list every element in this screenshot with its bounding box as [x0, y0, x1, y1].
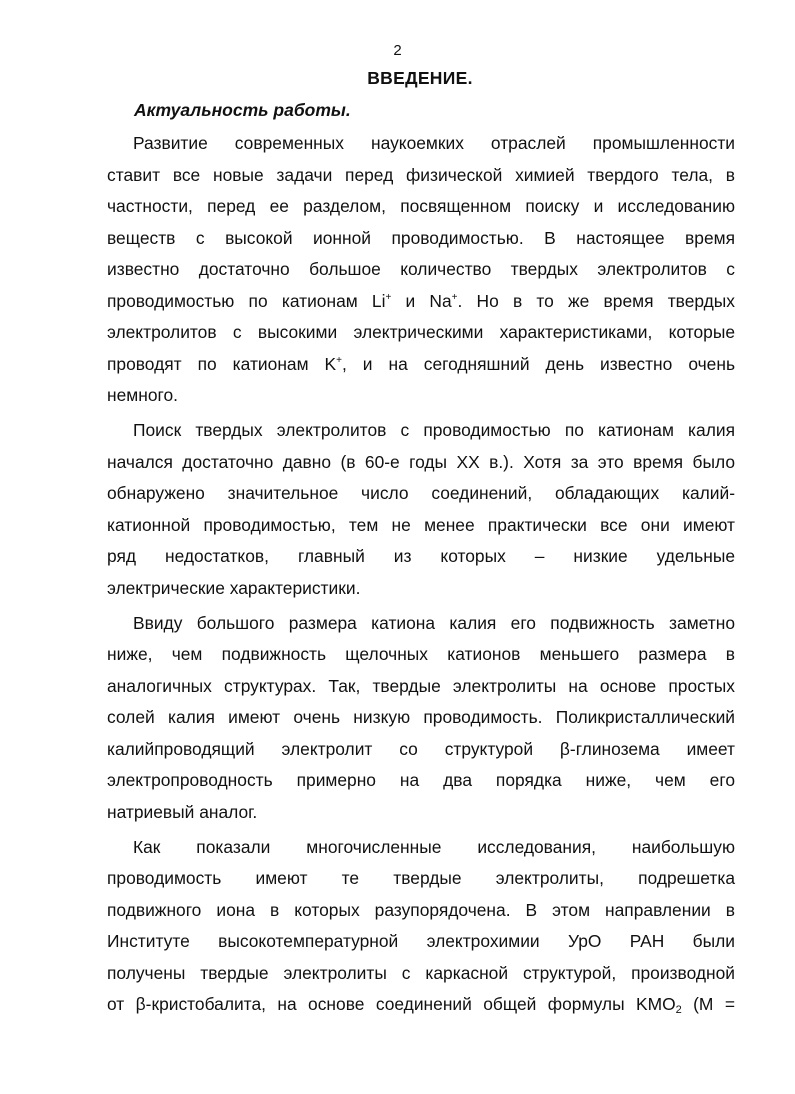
text-line: электропроводность примерно на два порядка ниже, чем его: [107, 770, 735, 790]
text-line: Как показали многочисленные исследования, наибольшую: [133, 836, 735, 857]
text-line: обнаружено значительное число соединений, обладающих калий-: [107, 483, 735, 503]
text-line: катионной проводимостью, тем не менее практически все они имеют: [107, 514, 735, 535]
text-fragment: и Na: [391, 290, 452, 311]
text-fragment: проводят по катионам K: [107, 353, 337, 374]
paragraph-2: [107, 415, 735, 604]
text-fragment: проводимостью по катионам Li: [107, 290, 386, 311]
body-text: [107, 128, 735, 1024]
text-line: солей калия имеют очень низкую проводимость. Поликристаллический: [107, 707, 735, 727]
paragraph-3: [107, 608, 735, 829]
text-line: Развитие современных наукоемких отраслей промышленности: [133, 133, 735, 153]
page-number: 2: [393, 42, 402, 59]
section-subtitle: Актуальность работы.: [134, 100, 351, 120]
text-line: подвижного иона в которых разупорядочена. В этом направлении в: [107, 899, 735, 920]
text-line: калийпроводящий электролит со структурой β-глинозема имеет: [107, 738, 735, 759]
text-line: ставит все новые задачи перед физической химией твердого тела, в: [107, 164, 735, 185]
paragraph-4: [107, 832, 735, 1021]
text-line: [107, 989, 735, 1021]
text-line: электрические характеристики.: [107, 577, 361, 598]
superscript: +: [451, 291, 458, 303]
text-line: натриевый аналог.: [107, 801, 258, 822]
text-line: известно достаточно большое количество твердых электролитов с: [107, 259, 735, 279]
superscript: +: [336, 354, 342, 366]
text-line: получены твердые электролиты с каркасной структурой, производной: [107, 962, 735, 983]
text-line: начался достаточно давно (в 60-е годы XX в.). Хотя за это время было: [107, 451, 735, 472]
text-line: Поиск твердых электролитов с проводимостью по катионам калия: [133, 420, 735, 440]
subscript: 2: [675, 1004, 682, 1016]
text-line: веществ с высокой ионной проводимостью. В настоящее время: [107, 227, 735, 248]
text-fragment: (M =: [681, 994, 735, 1014]
paragraph-1: [107, 128, 735, 412]
text-line: [107, 349, 735, 381]
text-line: немного.: [107, 385, 178, 405]
text-line: Институте высокотемпературной электрохимии УрО РАН были: [107, 931, 735, 951]
text-line: проводимость имеют те твердые электролиты, подрешетка: [107, 868, 735, 888]
text-line: электролитов с высокими электрическими характеристиками, которые: [107, 322, 735, 342]
text-line: ниже, чем подвижность щелочных катионов меньшего размера в: [107, 644, 735, 664]
page-title: ВВЕДЕНИЕ.: [367, 68, 473, 88]
superscript: +: [385, 291, 392, 303]
text-fragment: . Но в то же время твердых: [457, 290, 736, 311]
text-line: аналогичных структурах. Так, твердые электролиты на основе простых: [107, 675, 735, 696]
text-line: Ввиду большого размера катиона калия его подвижность заметно: [133, 612, 735, 633]
text-fragment: , и на сегодняшний день известно очень: [341, 353, 736, 374]
text-line: частности, перед ее разделом, посвященном поиску и исследованию: [107, 196, 735, 216]
text-fragment: от β-кристобалита, на основе соединений общей формулы KMO: [107, 994, 676, 1014]
text-line: ряд недостатков, главный из которых – низкие удельные: [107, 546, 735, 566]
text-line: [107, 286, 735, 318]
